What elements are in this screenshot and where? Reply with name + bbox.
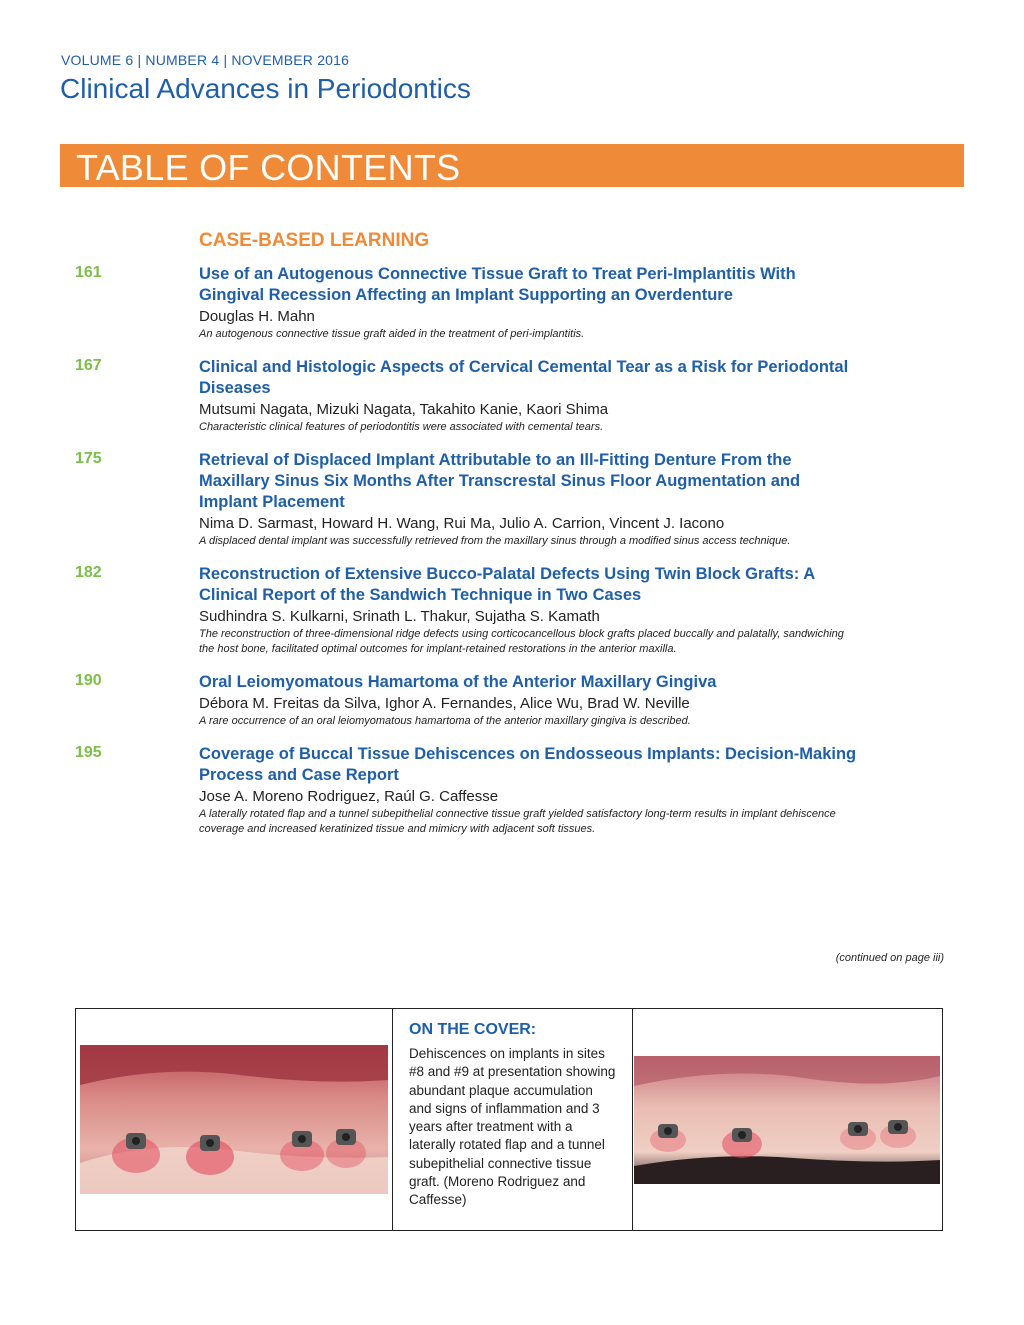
article-title[interactable]: Retrieval of Displaced Implant Attributable to an Ill-Fitting Denture From the Maxillary Sinus Six Months After Transcrestal Sinus Floor Augmentation and Implant Placement — [199, 451, 801, 511]
toc-entry[interactable] — [0, 357, 1024, 435]
article-title[interactable]: Oral Leiomyomatous Hamartoma of the Anterior Maxillary Gingiva — [199, 673, 717, 691]
page-number: 161 — [75, 264, 102, 281]
article-title[interactable]: Clinical and Histologic Aspects of Cervical Cemental Tear as a Risk for Periodontal Diseases — [199, 358, 849, 397]
toc-title: TABLE OF CONTENTS — [76, 147, 461, 188]
continued-note: (continued on page iii) — [835, 952, 944, 964]
page-number: 182 — [75, 564, 102, 581]
article-summary: Characteristic clinical features of periodontitis were associated with cemental tears. — [199, 421, 604, 433]
issue-meta: VOLUME 6 | NUMBER 4 | NOVEMBER 2016 — [61, 52, 350, 68]
toc-banner — [60, 144, 964, 187]
toc-entry[interactable] — [0, 564, 1024, 657]
toc-entry[interactable] — [0, 672, 1024, 729]
toc-entry[interactable] — [0, 264, 1024, 342]
journal-title: Clinical Advances in Periodontics — [60, 73, 471, 104]
article-authors: Sudhindra S. Kulkarni, Srinath L. Thakur, Sujatha S. Kamath — [199, 608, 600, 625]
cover-photo-before-cell — [76, 1009, 393, 1230]
cover-caption-cell — [393, 1009, 633, 1230]
page-number: 195 — [75, 744, 102, 761]
article-authors: Jose A. Moreno Rodriguez, Raúl G. Caffesse — [199, 788, 499, 805]
article-summary: A laterally rotated flap and a tunnel subepithelial connective tissue graft yielded satisfactory long-term results in implant dehiscence coverage and increased keratinized tissue and mimicry with adjacent soft tissues. — [199, 808, 836, 835]
cover-panel — [75, 1008, 943, 1231]
article-authors: Douglas H. Mahn — [199, 308, 315, 325]
article-summary: The reconstruction of three-dimensional ridge defects using corticocancellous block grafts placed buccally and palatally, sandwiching the host bone, facilitated optimal outcomes for implant-retained restorations in the anterior maxilla. — [199, 628, 844, 655]
article-title[interactable]: Reconstruction of Extensive Bucco-Palatal Defects Using Twin Block Grafts: A Clinical Report of the Sandwich Technique in Two Cases — [199, 565, 815, 604]
cover-photo-after-cell — [633, 1009, 944, 1230]
cover-photo-after — [634, 1056, 940, 1184]
article-authors: Mutsumi Nagata, Mizuki Nagata, Takahito Kanie, Kaori Shima — [199, 401, 609, 418]
article-summary: An autogenous connective tissue graft aided in the treatment of peri-implantitis. — [199, 328, 585, 340]
toc-entry[interactable] — [0, 450, 1024, 549]
article-title[interactable]: Use of an Autogenous Connective Tissue Graft to Treat Peri-Implantitis With Gingival Recession Affecting an Implant Supporting an Overdenture — [199, 265, 796, 304]
article-summary: A rare occurrence of an oral leiomyomatous hamartoma of the anterior maxillary gingiva is described. — [199, 715, 691, 727]
section-heading: CASE-BASED LEARNING — [199, 230, 430, 251]
page-number: 175 — [75, 450, 102, 467]
toc-entries — [0, 264, 1024, 852]
page-number: 167 — [75, 357, 102, 374]
page-number: 190 — [75, 672, 102, 689]
cover-heading: ON THE COVER: — [409, 1021, 537, 1038]
article-authors: Nima D. Sarmast, Howard H. Wang, Rui Ma, Julio A. Carrion, Vincent J. Iacono — [199, 515, 725, 532]
article-authors: Débora M. Freitas da Silva, Ighor A. Fernandes, Alice Wu, Brad W. Neville — [199, 695, 690, 712]
toc-entry[interactable] — [0, 744, 1024, 837]
cover-caption: Dehiscences on implants in sites #8 and #9 at presentation showing abundant plaque accumulation and signs of inflammation and 3 years after treatment with a laterally rotated flap and a tunnel subepithelial connective tissue graft. (Moreno Rodriguez and Caffesse) — [409, 1046, 616, 1208]
article-summary: A displaced dental implant was successfully retrieved from the maxillary sinus through a modified sinus access technique. — [199, 535, 791, 547]
cover-photo-before — [80, 1045, 388, 1194]
article-title[interactable]: Coverage of Buccal Tissue Dehiscences on Endosseous Implants: Decision-Making Process and Case Report — [199, 745, 857, 784]
